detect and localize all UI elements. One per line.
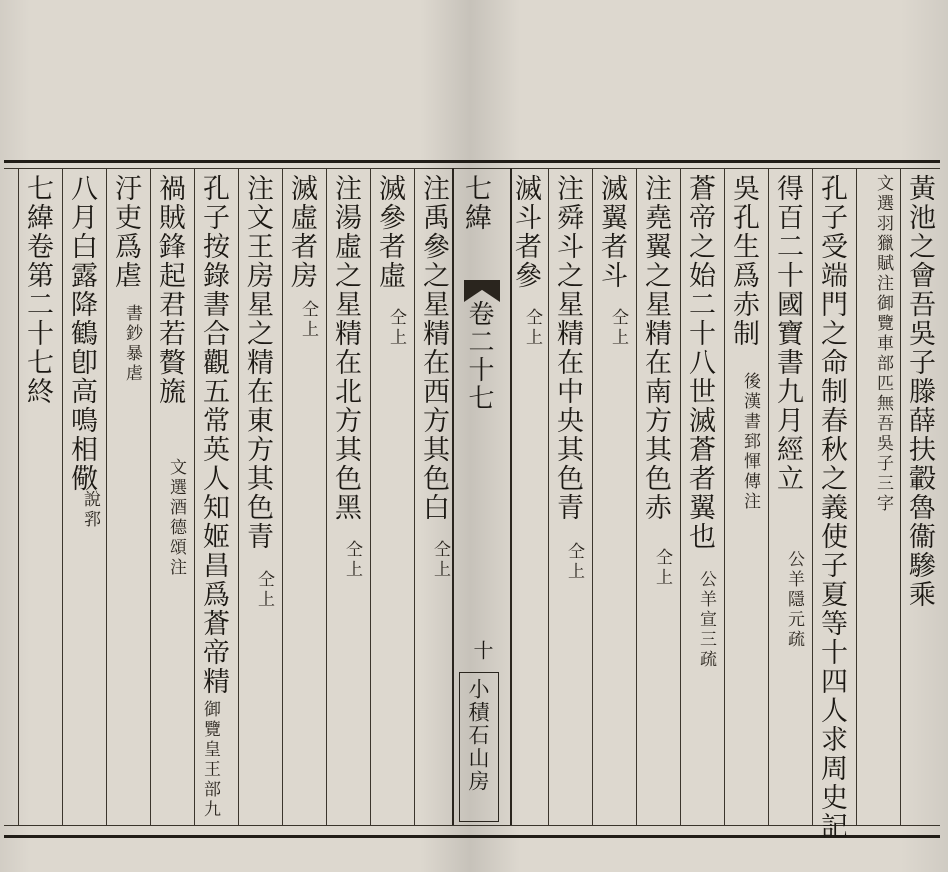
text-column: 注湯虛之星精在北方其色黑 [330,174,361,522]
text-column: 黃池之會吾吳子滕薛扶轂魯衞驂乘 [904,174,935,609]
column-rule [548,168,549,825]
column-rule [106,168,107,825]
text-column: 汙吏爲虐 [110,174,141,290]
text-column: 禍賊鋒起君若贅旒 [154,174,185,406]
annotation: 文選羽獵賦注御覽車部匹無吾吳子三字 [873,174,893,514]
book-title: 七緯 [460,174,491,232]
text-column: 滅虛者房 [286,174,317,290]
text-column: 八月白露降鶴卽高鳴相儆 [66,174,97,493]
annotation: 仝上 [522,308,542,348]
column-rule [238,168,239,825]
column-rule [856,168,857,825]
juan-label: 卷二十七 [464,300,494,412]
text-column: 注文王房星之精在東方其色青 [242,174,273,551]
column-rule [326,168,327,825]
annotation: 仝上 [386,308,406,348]
column-rule [636,168,637,825]
column-rule [18,168,19,825]
column-rule [812,168,813,825]
column-rule [194,168,195,825]
text-column: 蒼帝之始二十八世滅蒼者翼也 [684,174,715,551]
text-column: 滅參者虛 [374,174,405,290]
annotation: 後漢書郅惲傳注 [740,372,760,512]
column-rule [150,168,151,825]
text-column: 七緯卷第二十七終 [22,174,53,406]
text-column: 注堯翼之星精在南方其色赤 [640,174,671,522]
annotation: 公羊隱元疏 [784,550,804,650]
annotation: 說郛 [80,490,100,530]
annotation: 文選酒德頌注 [166,458,186,578]
column-rule [592,168,593,825]
column-rule [724,168,725,825]
annotation: 仝上 [298,300,318,340]
text-column: 滅斗者參 [510,174,541,290]
studio-name: 小積石山房 [466,678,490,793]
annotation: 仝上 [254,570,274,610]
annotation: 公羊宣三疏 [696,570,716,670]
text-column: 注禹參之星精在西方其色白 [418,174,449,522]
column-rule [900,168,901,825]
text-column: 孔子受端門之命制春秋之義使子夏等十四人求周史記 [816,174,847,841]
column-rule [680,168,681,825]
annotation: 仝上 [652,548,672,588]
column-rule [282,168,283,825]
annotation: 仝上 [608,308,628,348]
column-rule [62,168,63,825]
column-rule [370,168,371,825]
column-rule [414,168,415,825]
annotation: 書鈔暴虐 [122,304,142,384]
text-column: 滅翼者斗 [596,174,627,290]
annotation: 仝上 [342,540,362,580]
text-column: 注舜斗之星精在中央其色青 [552,174,583,522]
column-rule [768,168,769,825]
text-column: 孔子按錄書合觀五常英人知姬昌爲蒼帝精 [198,174,229,696]
annotation: 御覽皇王部九 [200,700,220,820]
page-number: 十 [470,640,494,662]
annotation: 仝上 [430,540,450,580]
text-column: 吳孔生爲赤制 [728,174,759,348]
annotation: 仝上 [564,542,584,582]
text-column: 得百二十國寶書九月經立 [772,174,803,493]
